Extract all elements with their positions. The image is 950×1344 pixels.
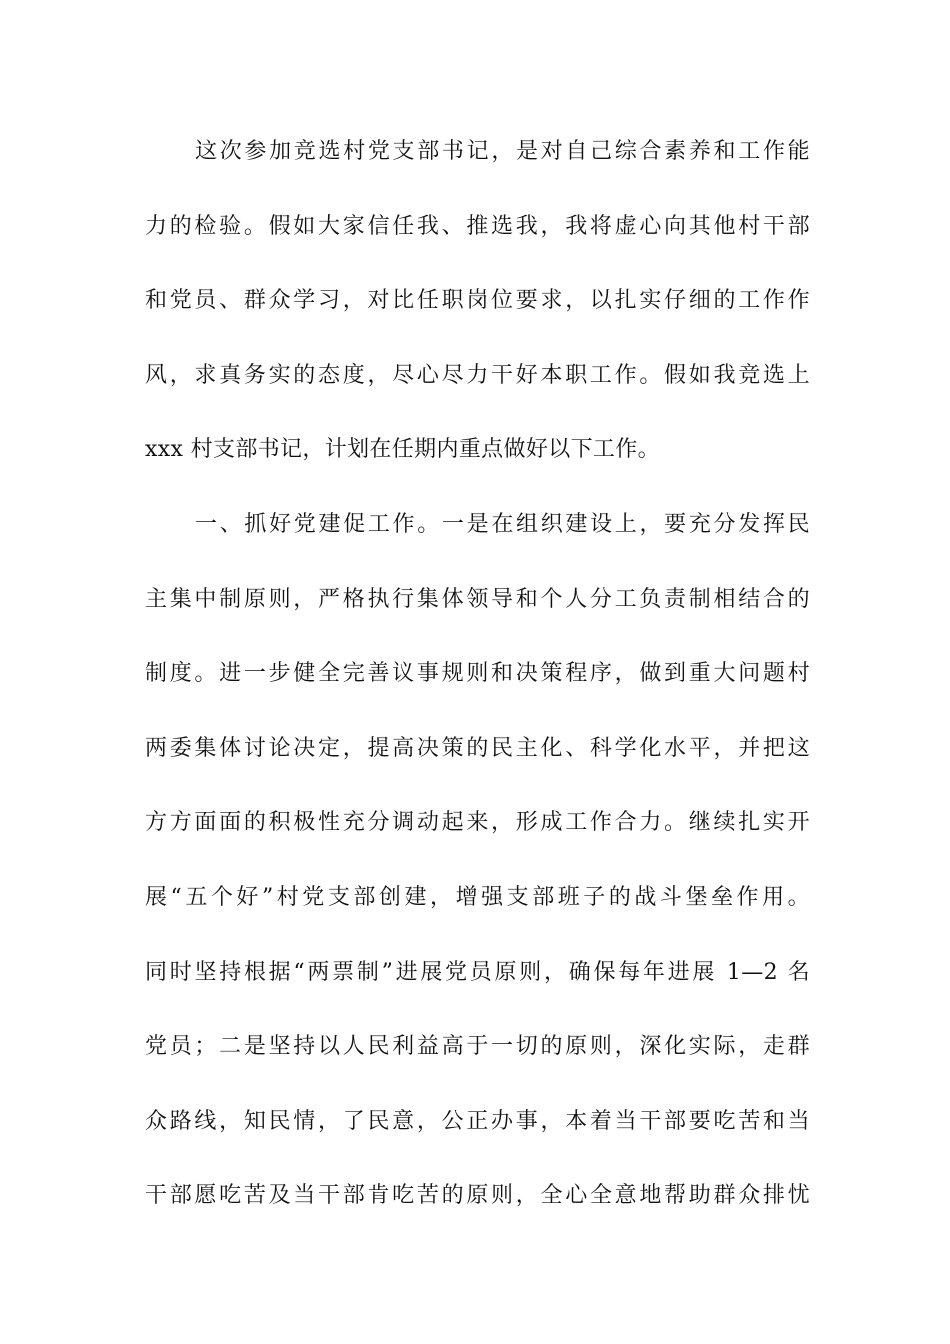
paragraph-2-line-3: 制度。进一步健全完善议事规则和决策程序，做到重大问题村 (145, 661, 810, 687)
document-body (145, 130, 810, 1249)
paragraph-2-line-1: 一、抓好党建促工作。一是在组织建设上，要充分发挥民 (195, 511, 810, 537)
paragraph-2-line-5: 方方面面的积极性充分调动起来，形成工作合力。继续扎实开 (145, 810, 810, 836)
paragraph-1-line-5: xxx 村支部书记，计划在任期内重点做好以下工作。 (145, 437, 660, 463)
paragraph-2-line-7: 同时坚持根据“两票制”进展党员原则，确保每年进展 1—2 名 (145, 959, 810, 985)
paragraph-1-line-2: 力的检验。假如大家信任我、推选我，我将虚心向其他村干部 (145, 213, 810, 239)
paragraph-2-line-10: 干部愿吃苦及当干部肯吃苦的原则，全心全意地帮助群众排忧 (145, 1183, 810, 1209)
paragraph-1-line-1: 这次参加竞选村党支部书记，是对自己综合素养和工作能 (195, 139, 810, 164)
paragraph-1-line-3: 和党员、群众学习，对比任职岗位要求，以扎实仔细的工作作 (145, 288, 810, 314)
paragraph-2-line-2: 主集中制原则，严格执行集体领导和个人分工负责制相结合的 (145, 586, 810, 612)
paragraph-2-line-9: 众路线，知民情，了民意，公正办事，本着当干部要吃苦和当 (145, 1108, 810, 1134)
paragraph-2-line-8: 党员；二是坚持以人民利益高于一切的原则，深化实际，走群 (145, 1034, 810, 1060)
paragraph-2-line-4: 两委集体讨论决定，提高决策的民主化、科学化水平，并把这 (145, 735, 810, 761)
paragraph-1-line-4: 风，求真务实的态度，尽心尽力干好本职工作。假如我竞选上 (145, 362, 810, 388)
paragraph-2-line-6: 展“五个好”村党支部创建，增强支部班子的战斗堡垒作用。 (145, 884, 810, 910)
